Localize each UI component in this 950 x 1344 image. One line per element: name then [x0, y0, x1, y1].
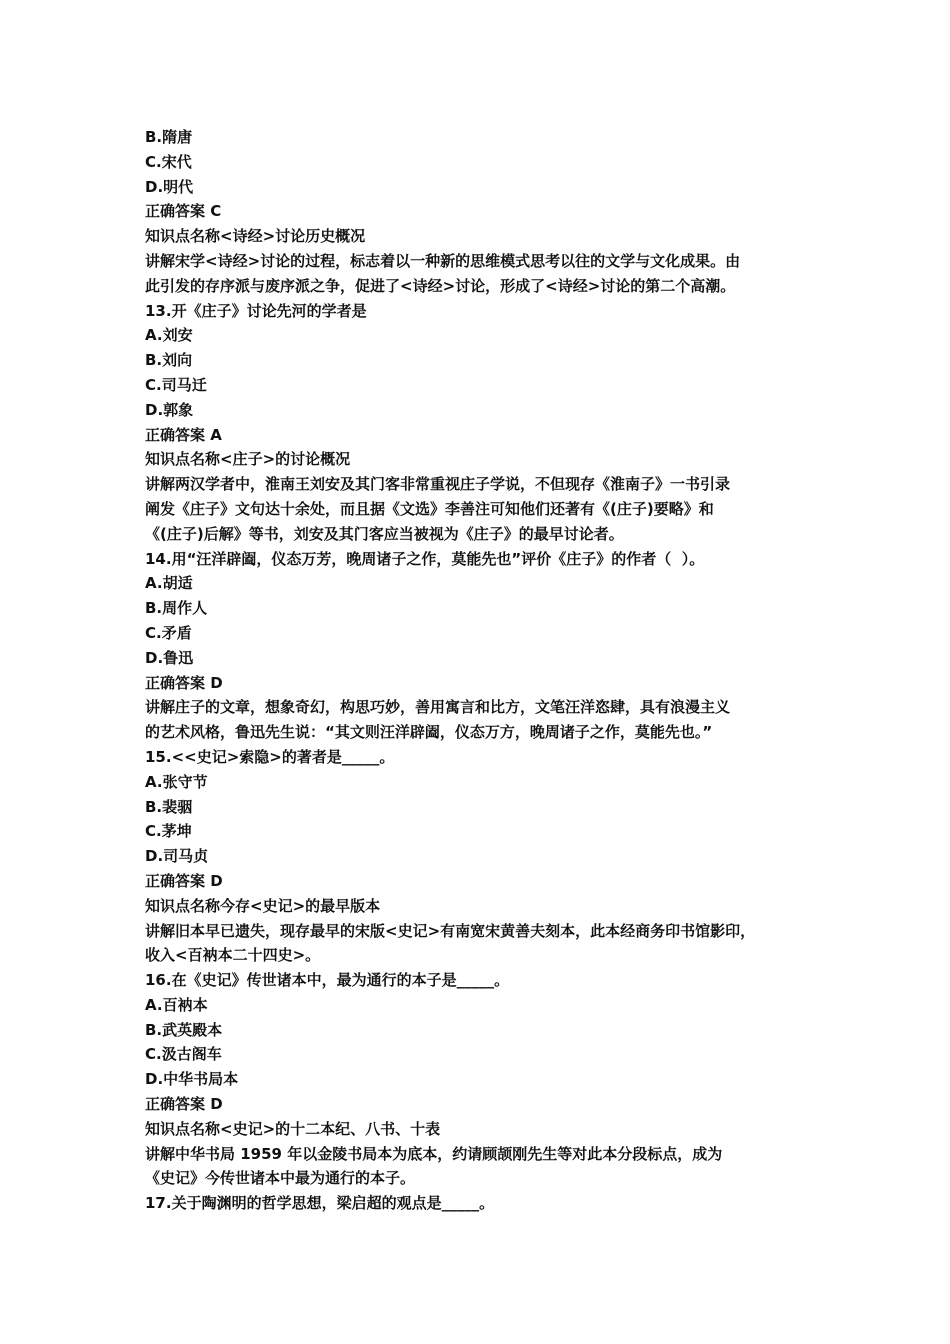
option-c-q13: C.司马迁: [145, 375, 207, 394]
explanation-q16-line2: 《史记》今传世诸本中最为通行的本子。: [145, 1169, 416, 1188]
option-c-q16: C.汲古阁车: [145, 1045, 222, 1064]
answer-q16: 正确答案 D: [145, 1095, 223, 1114]
question-15: 15.<<史记>索隐>的著者是_____。: [145, 747, 395, 766]
explanation-q13-line3: 《(庄子)后解》等书，刘安及其门客应当被视为《庄子》的最早讨论者。: [145, 524, 624, 543]
option-d-q15: D.司马贞: [145, 847, 209, 866]
option-d-q16: D.中华书局本: [145, 1070, 239, 1089]
option-a-q15: A.张守节: [145, 772, 208, 791]
option-c-q15: C.茅坤: [145, 822, 192, 841]
knowledge-point-q15: 知识点名称今存<史记>的最早版本: [145, 896, 381, 915]
option-b-q13: B.刘向: [145, 351, 193, 370]
option-d-q14: D.鲁迅: [145, 648, 194, 667]
option-b-q12: B.隋唐: [145, 128, 193, 146]
option-c-q12: C.宋代: [145, 152, 192, 171]
option-a-q14: A.胡适: [145, 574, 193, 593]
question-13: 13.开《庄子》讨论先河的学者是: [145, 301, 367, 320]
explanation-q12-line2: 此引发的存序派与废序派之争，促进了<诗经>讨论，形成了<诗经>讨论的第二个高潮。: [145, 276, 736, 295]
option-d-q12: D.明代: [145, 177, 194, 196]
question-17: 17.关于陶渊明的哲学思想，梁启超的观点是_____。: [145, 1194, 495, 1213]
option-a-q13: A.刘安: [145, 326, 193, 345]
knowledge-point-q16: 知识点名称<史记>的十二本纪、八书、十表: [145, 1119, 441, 1138]
explanation-q15-line1: 讲解旧本早已遗失，现存最早的宋版<史记>有南宽宋黄善夫刻本，此本经商务印书馆影印，: [145, 921, 756, 940]
option-b-q15: B.裴骃: [145, 797, 193, 816]
explanation-q13-line2: 阐发《庄子》文句达十余处，而且据《文选》李善注可知他们还著有《(庄子)要略》和: [145, 499, 714, 518]
option-d-q13: D.郭象: [145, 400, 194, 419]
document-page: [145, 125, 815, 1216]
question-16: 16.在《史记》传世诸本中，最为通行的本子是_____。: [145, 971, 510, 990]
answer-q14: 正确答案 D: [145, 673, 223, 692]
explanation-q16-line1: 讲解中华书局 1959 年以金陵书局本为底本，约请顾颉刚先生等对此本分段标点，成为: [145, 1144, 723, 1163]
question-14: 14.用“汪洋辟阖，仪态万芳，晚周诸子之作，莫能先也”评价《庄子》的作者（ ）。: [145, 549, 705, 568]
explanation-q12-line1: 讲解宋学<诗经>讨论的过程，标志着以一种新的思维模式思考以往的文学与文化成果。由: [145, 251, 741, 270]
answer-q15: 正确答案 D: [145, 871, 223, 890]
option-b-q14: B.周作人: [145, 599, 208, 618]
explanation-q14-line2: 的艺术风格，鲁迅先生说：“其文则汪洋辟阖，仪态万方，晚周诸子之作，莫能先也。”: [145, 723, 713, 742]
option-a-q16: A.百衲本: [145, 995, 208, 1014]
knowledge-point-q13: 知识点名称<庄子>的讨论概况: [145, 450, 351, 469]
explanation-q14-line1: 讲解庄子的文章，想象奇幻，构思巧妙，善用寓言和比方，文笔汪洋恣肆，具有浪漫主义: [145, 698, 731, 717]
option-b-q16: B.武英殿本: [145, 1020, 223, 1039]
explanation-q13-line1: 讲解两汉学者中，淮南王刘安及其门客非常重视庄子学说，不但现存《淮南子》一书引录: [145, 475, 731, 494]
knowledge-point-q12: 知识点名称<诗经>讨论历史概况: [145, 227, 366, 246]
explanation-q15-line2: 收入<百衲本二十四史>。: [145, 946, 321, 965]
answer-q13: 正确答案 A: [145, 425, 222, 444]
answer-q12: 正确答案 C: [145, 202, 222, 221]
option-c-q14: C.矛盾: [145, 623, 192, 642]
